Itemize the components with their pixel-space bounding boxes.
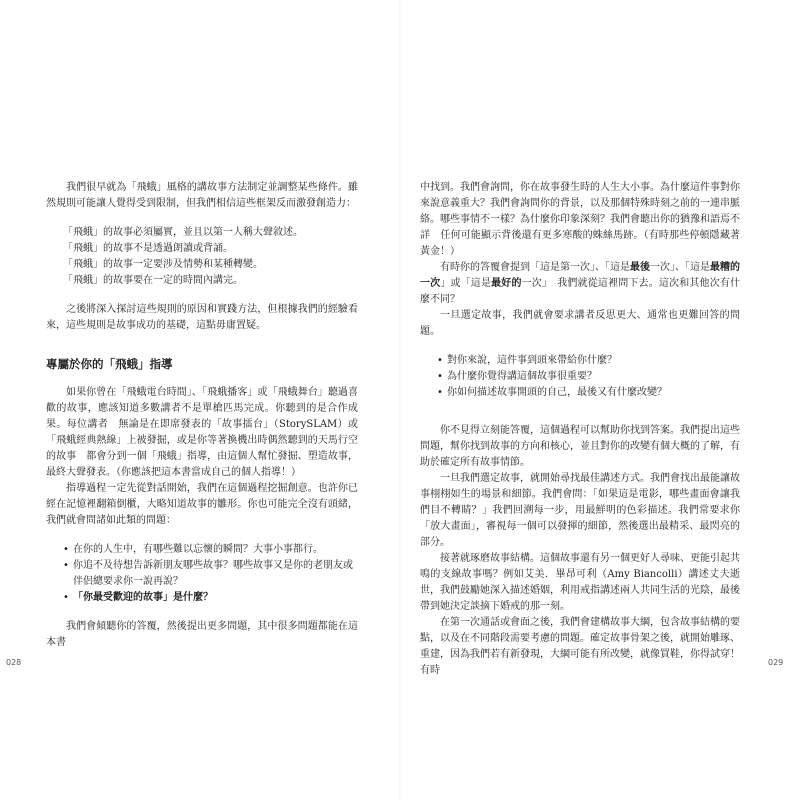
text-run-bold: 最糟的一次 (420, 262, 740, 289)
question-text: 「你最受歡迎的故事」是什麼？ (73, 592, 213, 603)
text-run: 一次」 我們就從這裡問下去。這次和其他次有什麼不同？ (420, 278, 741, 305)
question-item: • 在你的人生中，有哪些難以忘懷的瞬間？大事小事都行。 (63, 544, 323, 555)
paragraph (420, 260, 740, 308)
paragraph: 一旦我們選定故事，就開始尋找最佳講述方式。我們會找出最能讓故事栩栩如生的場景和細節。我們會問：「如果這是電影，哪些畫面會讓我們目不轉睛？」我們回溯每一步，用最鮮明的色彩描述。我們常要求你「放大畫面」，審視每一個可以發揮的細節，然後選出最精采、最閃亮的部分。 (420, 473, 740, 548)
question-item: • 你追不及待想告訴新朋友哪些故事？哪些故事又是你的老朋友或伴侶總要求你一說再說？ (63, 560, 353, 587)
section-heading: 專屬於你的「飛蛾」指導 (46, 357, 173, 371)
paragraph: 在第一次通話或會面之後，我們會建構故事大綱，包含故事結構的要點，以及在不同階段需要考慮的問題。確定故事骨架之後，就開始雕琢、重建，因為我們若有新發現，大綱可能有所改變，就像買鞋，你得試穿！有時 (420, 617, 740, 676)
paragraph: 中找到。我們會詢問，你在故事發生時的人生大小事。為什麼這件事對你來說意義重大？我們會詢問你的背景，以及那個特殊時刻之前的一連串脈絡。哪些事情不一樣？為什麼你印象深刻？我們會聽出你的猶豫和語焉不詳 任何可能顯示背後還有更多寒酸的蛛絲馬跡。（有時那些停頓隱藏著黃金！） (420, 182, 740, 257)
paragraph: 我們會傾聽你的答覆，然後提出更多問題，其中很多問題都能在這本書 (46, 621, 358, 648)
text-run-bold: 最後 (630, 262, 650, 273)
question-item: • 對你來說，這件事到頭來帶給你什麼？ (437, 355, 617, 366)
question-text: 你追不及待想告訴新朋友哪些故事？哪些故事又是你的老朋友或伴侶總要求你一說再說？ (73, 560, 353, 587)
paragraph: 之後將深入探討這些規則的原因和實踐方法，但根據我們的經驗看來，這些規則是故事成功的基礎，這點毋庸置疑。 (46, 304, 358, 331)
question-text: 你如何描述故事開頭的自己，最後又有什麼改變？ (447, 387, 667, 398)
text-run-bold: 最好的 (491, 278, 522, 289)
question-text: 在你的人生中，有哪些難以忘懷的瞬間？大事小事都行。 (73, 544, 323, 555)
question-text: 為什麼你覺得講這個故事很重要？ (447, 371, 597, 382)
paragraph: 一旦選定故事，我們就會要求講者反思更大、通常也更難回答的問題。 (420, 310, 740, 337)
text-run: 有時你的答覆會提到「這是第一次」、「這是 (440, 262, 630, 273)
rule-item: 「飛蛾」的故事要在一定的時間內講完。 (63, 275, 243, 286)
paragraph: 我們很早就為「飛蛾」風格的講故事方法制定並調整某些條件。雖然規則可能讓人覺得受到限制，但我們相信這些框架反而激發創造力： (46, 182, 358, 209)
paragraph: 你不見得立刻能答覆，這個過程可以幫助你找到答案。我們提出這些問題，幫你找到故事的方向和核心，並且對你的改變有個大概的了解，有助於確定所有故事情節。 (420, 425, 740, 468)
question-list (420, 353, 740, 401)
question-item: • 「你最受歡迎的故事」是什麼？ (63, 592, 213, 603)
question-text: 對你來說，這件事到頭來帶給你什麼？ (447, 355, 617, 366)
paragraph: 指導過程一定先從對話開始，我們在這個過程挖掘創意。也許你已經在記憶裡翻箱倒櫃，大略知道故事的雛形。你也可能完全沒有頭緒，我們就會問諸如此類的問題： (46, 483, 358, 526)
paragraph: 如果你曾在「飛蛾電台時間」、「飛蛾播客」或「飛蛾舞台」聽過喜歡的故事，應該知道多數講者不是單槍匹馬完成。你聽到的是合作成果。每位講者 無論是在即席發表的「故事擂台」（StorySLAM）或「飛蛾經典熱線」上被發掘，或是你等著換機出時偶然聽到的天馬行空的故事 都會分到一個「飛蛾」指導，由這個人幫忙發掘、塑造故事，最終大聲發表。（你應該把這本書當成自己的個人指導！） (46, 387, 358, 478)
rule-item: 「飛蛾」的故事一定要涉及情勢和某種轉變。 (63, 259, 263, 270)
page-number: 029 (768, 658, 784, 667)
text-run: 一次」、「這是 (650, 262, 710, 273)
rule-item: 「飛蛾」的故事必須屬實，並且以第一人稱大聲敘述。 (63, 227, 303, 238)
paragraph: 接著就琢磨故事結構。這個故事還有另一個更好人尋味、更能引起共鳴的支線故事嗎？例如艾美．畢昂可利（Amy Biancolli）講述丈夫逝世，我們鼓勵她深入描述婚姻，利用戒指講述兩人共同生活的光陰，最後帶到她決定談摘下婚戒的那一刻。 (420, 553, 740, 612)
text-run: 」或「這是 (440, 278, 492, 289)
question-item: • 你如何描述故事開頭的自己，最後又有什麼改變？ (437, 387, 667, 398)
right-page-text (420, 180, 740, 679)
question-item: • 為什麼你覺得講這個故事很重要？ (437, 371, 597, 382)
rule-item: 「飛蛾」的故事不是透過朗讀或背誦。 (63, 243, 233, 254)
page-number: 028 (6, 658, 22, 667)
